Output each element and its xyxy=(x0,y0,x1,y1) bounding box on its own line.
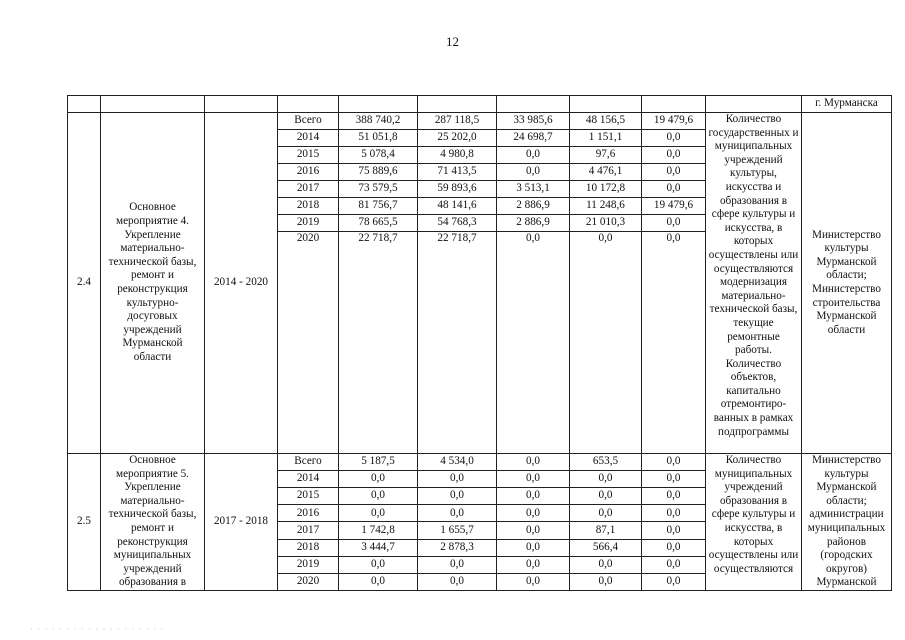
year-cell: 2017 xyxy=(278,522,339,539)
value-cell: 0,0 xyxy=(339,556,418,573)
value-cell: 78 665,5 xyxy=(339,215,418,232)
value-cell: 22 718,7 xyxy=(339,232,418,454)
value-cell: 22 718,7 xyxy=(418,232,497,454)
value-cell: 0,0 xyxy=(497,539,570,556)
value-cell: 48 141,6 xyxy=(418,198,497,215)
value-cell: 0,0 xyxy=(642,130,706,147)
year-cell: 2019 xyxy=(278,556,339,573)
value-cell: 2 886,9 xyxy=(497,215,570,232)
value-cell: 0,0 xyxy=(418,556,497,573)
year-cell: Всего xyxy=(278,113,339,130)
value-cell: 388 740,2 xyxy=(339,113,418,130)
year-cell: 2017 xyxy=(278,181,339,198)
value-cell: 0,0 xyxy=(497,164,570,181)
value-cell: 0,0 xyxy=(497,522,570,539)
scan-noise: · · · · · · · · · · · · · · · · · · · xyxy=(30,624,165,634)
value-cell: 0,0 xyxy=(642,573,706,590)
value-cell: 0,0 xyxy=(339,488,418,505)
value-cell: 33 985,6 xyxy=(497,113,570,130)
value-cell: 0,0 xyxy=(339,471,418,488)
table-header-row xyxy=(68,96,892,113)
value-cell: 51 051,8 xyxy=(339,130,418,147)
year-cell: 2020 xyxy=(278,232,339,454)
value-cell: 0,0 xyxy=(418,573,497,590)
value-cell: 4 980,8 xyxy=(418,147,497,164)
value-cell: 3 513,1 xyxy=(497,181,570,198)
value-cell: 0,0 xyxy=(497,147,570,164)
indicator-text: Количество государственных и муниципальных учреждений культуры, искусства и образования в сфере культуры и искусства, в которых осуществлены или осуществляются модернизация материально-технической базы, текущие ремонтные работы. Количество объектов, капитально отремонтиро-ванных в рамках подпрограммы xyxy=(706,113,802,454)
city-label: г. Мурманска xyxy=(802,96,892,113)
value-cell: 0,0 xyxy=(642,556,706,573)
value-cell: 1 655,7 xyxy=(418,522,497,539)
value-cell: 0,0 xyxy=(418,488,497,505)
program-table xyxy=(67,95,892,591)
value-cell: 25 202,0 xyxy=(418,130,497,147)
value-cell: 81 756,7 xyxy=(339,198,418,215)
value-cell: 0,0 xyxy=(570,556,642,573)
value-cell: 0,0 xyxy=(418,471,497,488)
value-cell: 0,0 xyxy=(642,539,706,556)
value-cell: 0,0 xyxy=(642,454,706,471)
section-number: 2.5 xyxy=(68,454,101,591)
year-cell: 2016 xyxy=(278,164,339,181)
value-cell: 0,0 xyxy=(642,522,706,539)
value-cell: 0,0 xyxy=(339,573,418,590)
value-cell: 59 893,6 xyxy=(418,181,497,198)
year-cell: 2014 xyxy=(278,130,339,147)
value-cell: 0,0 xyxy=(642,488,706,505)
value-cell: 21 010,3 xyxy=(570,215,642,232)
value-cell: 5 187,5 xyxy=(339,454,418,471)
value-cell: 0,0 xyxy=(497,471,570,488)
value-cell: 11 248,6 xyxy=(570,198,642,215)
value-cell: 71 413,5 xyxy=(418,164,497,181)
value-cell: 0,0 xyxy=(339,505,418,522)
value-cell: 0,0 xyxy=(497,454,570,471)
value-cell: 3 444,7 xyxy=(339,539,418,556)
value-cell: 566,4 xyxy=(570,539,642,556)
value-cell: 24 698,7 xyxy=(497,130,570,147)
value-cell: 0,0 xyxy=(497,556,570,573)
table-row xyxy=(68,454,892,471)
period: 2017 - 2018 xyxy=(205,454,278,591)
value-cell: 87,1 xyxy=(570,522,642,539)
value-cell: 0,0 xyxy=(497,488,570,505)
value-cell: 0,0 xyxy=(570,232,642,454)
value-cell: 19 479,6 xyxy=(642,113,706,130)
value-cell: 0,0 xyxy=(497,573,570,590)
value-cell: 97,6 xyxy=(570,147,642,164)
value-cell: 0,0 xyxy=(642,215,706,232)
event-name: Основное мероприятие 4. Укрепление материально-технической базы, ремонт и реконструкция культурно-досуговых учреждений Мурманской области xyxy=(101,113,205,454)
year-cell: Всего xyxy=(278,454,339,471)
year-cell: 2019 xyxy=(278,215,339,232)
year-cell: 2015 xyxy=(278,147,339,164)
value-cell: 73 579,5 xyxy=(339,181,418,198)
value-cell: 54 768,3 xyxy=(418,215,497,232)
value-cell: 4 476,1 xyxy=(570,164,642,181)
value-cell: 10 172,8 xyxy=(570,181,642,198)
value-cell: 0,0 xyxy=(642,505,706,522)
year-cell: 2020 xyxy=(278,573,339,590)
value-cell: 2 878,3 xyxy=(418,539,497,556)
value-cell: 5 078,4 xyxy=(339,147,418,164)
value-cell: 48 156,5 xyxy=(570,113,642,130)
value-cell: 0,0 xyxy=(570,505,642,522)
value-cell: 4 534,0 xyxy=(418,454,497,471)
value-cell: 0,0 xyxy=(642,164,706,181)
value-cell: 0,0 xyxy=(570,471,642,488)
executor-text: Министерство культуры Мурманской области; Министерство строительства Мурманской области xyxy=(802,113,892,454)
year-cell: 2014 xyxy=(278,471,339,488)
year-cell: 2018 xyxy=(278,539,339,556)
value-cell: 0,0 xyxy=(642,232,706,454)
value-cell: 0,0 xyxy=(642,181,706,198)
value-cell: 0,0 xyxy=(570,488,642,505)
value-cell: 0,0 xyxy=(642,471,706,488)
year-cell: 2018 xyxy=(278,198,339,215)
value-cell: 0,0 xyxy=(497,505,570,522)
value-cell: 75 889,6 xyxy=(339,164,418,181)
page-number: 12 xyxy=(446,34,459,49)
value-cell: 1 151,1 xyxy=(570,130,642,147)
value-cell: 0,0 xyxy=(570,573,642,590)
table-row xyxy=(68,113,892,130)
executor-text: Министерство культуры Мурманской области; администрации муниципальных районов (городских округов) Мурманской xyxy=(802,454,892,591)
value-cell: 1 742,8 xyxy=(339,522,418,539)
section-number: 2.4 xyxy=(68,113,101,454)
value-cell: 0,0 xyxy=(642,147,706,164)
value-cell: 653,5 xyxy=(570,454,642,471)
value-cell: 19 479,6 xyxy=(642,198,706,215)
value-cell: 2 886,9 xyxy=(497,198,570,215)
value-cell: 0,0 xyxy=(418,505,497,522)
indicator-text: Количество муниципальных учреждений образования в сфере культуры и искусства, в которых осуществлены или осуществляются xyxy=(706,454,802,591)
year-cell: 2015 xyxy=(278,488,339,505)
value-cell: 287 118,5 xyxy=(418,113,497,130)
value-cell: 0,0 xyxy=(497,232,570,454)
period: 2014 - 2020 xyxy=(205,113,278,454)
year-cell: 2016 xyxy=(278,505,339,522)
event-name: Основное мероприятие 5. Укрепление материально-технической базы, ремонт и реконструкция муниципальных учреждений образования в xyxy=(101,454,205,591)
